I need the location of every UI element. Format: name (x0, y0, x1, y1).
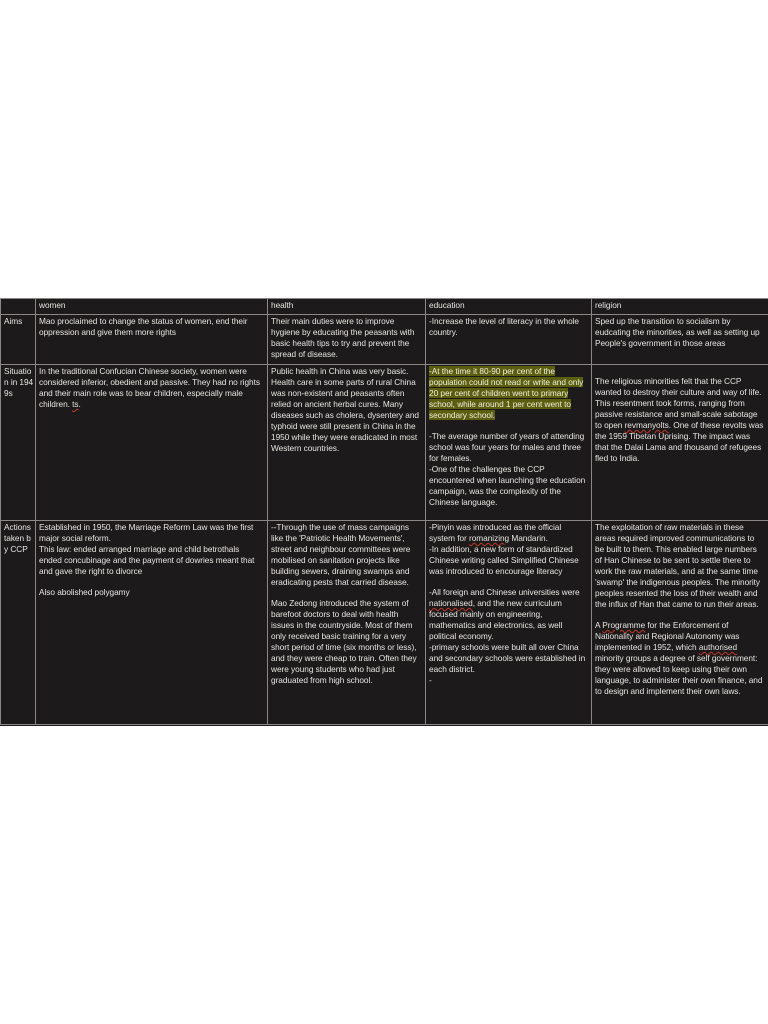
header-education: education (426, 299, 592, 315)
aims-label: Aims (1, 315, 36, 365)
situation-religion-text: The religious minorities felt that the CCP wanted to destroy their culture and way of life. This resentment took forms, ranging from passive resistance and small-scale sabotage to open (595, 376, 762, 430)
situation-religion-text-end: . One of these revolts was the 1959 Tibetan Uprising. The impact was that the Dalai Lama and thousand of refugees fled to India. (595, 420, 764, 463)
situation-health-cell: Public health in China was very basic. Health care in some parts of rural China was non-existent and peasants often relied on ancient herbal cures. Many diseases such as cholera, dysentery and typhoid were still present in China in the 1950 while they were eradicated in most Western countries. (268, 365, 426, 521)
actions-education-simplified: -In addition, a new form of standardized Chinese writing called Simplified Chinese was introduced to encourage literacy (429, 544, 581, 576)
situation-women-cell (36, 365, 268, 521)
situation-row (1, 365, 768, 521)
situation-education-years: -The average number of years of attending school was four years for males and three for females. (429, 431, 587, 463)
actions-education-cell (426, 521, 592, 725)
actions-health-cell (268, 521, 426, 725)
actions-education-universities (429, 587, 588, 642)
document-table-image (0, 298, 768, 726)
situation-women-end: . (78, 399, 81, 409)
actions-education-pinyin (429, 522, 588, 544)
actions-health-campaigns: --Through the use of mass campaigns like the 'Patriotic Health Movements', street and neighbour committees were mobilised on sanitation projects like building sewers, draining swamps and eradicating pests that carried disease. (271, 522, 413, 587)
aims-religion-cell: Sped up the transition to socialism by eudcating the minorities, as well as setting up People's government in those areas (592, 315, 768, 365)
situation-religion-misspelled: revmanyolts (624, 420, 669, 430)
actions-religion-cell (592, 521, 768, 725)
situation-education-cell (426, 365, 592, 521)
header-health: health (268, 299, 426, 315)
actions-women-effects: This law: ended arranged marriage and child betrothals ended concubinage and the payment of dowries meant that and gave the right to divorce (39, 544, 257, 576)
situation-label: Situation in 1949s (1, 365, 36, 521)
actions-women-law: Established in 1950, the Marriage Reform Law was the first major social reform. (39, 522, 256, 543)
actions-women-cell (36, 521, 268, 725)
aims-education-cell: -Increase the level of literacy in the whole country. (426, 315, 592, 365)
actions-religion-programme-misspelled: Programme (602, 620, 646, 630)
actions-religion-exploitation: The exploitation of raw materials in these areas required improved communications to be built to them. This enabled large numbers of Han Chinese to be sent to settle there to work the raw materials, and at the same time 'swamp' the indigenous peoples. The minority peoples resented the loss of their wealth and the influx of Han that came to run their areas. (595, 522, 763, 609)
header-religion: religion (592, 299, 768, 315)
actions-education-schools: -primary schools were built all over China and secondary schools were established in each district. (429, 642, 588, 674)
aims-women-cell: Mao proclaimed to change the status of women, end their oppression and give them more rights (36, 315, 268, 365)
header-corner (1, 299, 36, 315)
header-row (1, 299, 768, 315)
actions-education-pinyin-end: Mandarin. (509, 533, 548, 543)
aims-row (1, 315, 768, 365)
actions-religion-programme (595, 620, 765, 697)
actions-religion-programme-text: for the Enforcement of Nationality and Regional Autonomy was implemented in 1952, which (595, 620, 742, 652)
actions-row (1, 521, 768, 725)
aims-health-cell: Their main duties were to improve hygiene by educating the peasants with basic health tips to try and prevent the spread of disease. (268, 315, 426, 365)
actions-religion-authorised-misspelled: authorised (698, 642, 738, 652)
actions-education-universities-misspelled: nationalised (429, 598, 473, 608)
situation-women-misspelled: ts (72, 399, 79, 409)
actions-education-universities-end: , and the new curriculum focused mainly on engineering, mathematics and electronics, as well political economy. (429, 598, 565, 641)
actions-education-universities-text: -All foreign and Chinese universities were (429, 587, 582, 597)
situation-religion-cell (592, 365, 768, 521)
actions-religion-programme-a: A (595, 620, 603, 630)
header-women: women (36, 299, 268, 315)
situation-education-challenges: -One of the challenges the CCP encountered when launching the education campaign, was the complexity of the Chinese language. (429, 464, 588, 507)
actions-women-polygamy: Also abolished polygamy (39, 587, 130, 597)
actions-education-pinyin-misspelled: romanizing (469, 533, 510, 543)
situation-education-highlighted: -At the time it 80-90 per cent of the population could not read or write and only 20 per cent of children went to primary school, while around 1 per cent went to secondary school. (429, 366, 584, 420)
situation-women-text: In the traditional Confucian Chinese society, women were considered inferior, obedient and passive. They had no rights and their main role was to bear children, especially male children. (39, 366, 260, 409)
actions-education-pinyin-text: -Pinyin was introduced as the official system for (429, 522, 564, 543)
actions-education-dash: - (429, 675, 432, 685)
comparison-table (0, 298, 768, 725)
actions-label: Actions taken by CCP (1, 521, 36, 725)
actions-religion-programme-end: minority groups a degree of self government: they were allowed to keep using their own language, to administer their own finance, and to design and implement their own laws. (595, 642, 765, 696)
actions-health-barefoot-doctors: Mao Zedong introduced the system of barefoot doctors to deal with health issues in the countryside. Most of them only received basic training for a very short period of time (six months or less), and they were cheap to train. Often they were young students who had just graduated from high school. (271, 598, 419, 685)
